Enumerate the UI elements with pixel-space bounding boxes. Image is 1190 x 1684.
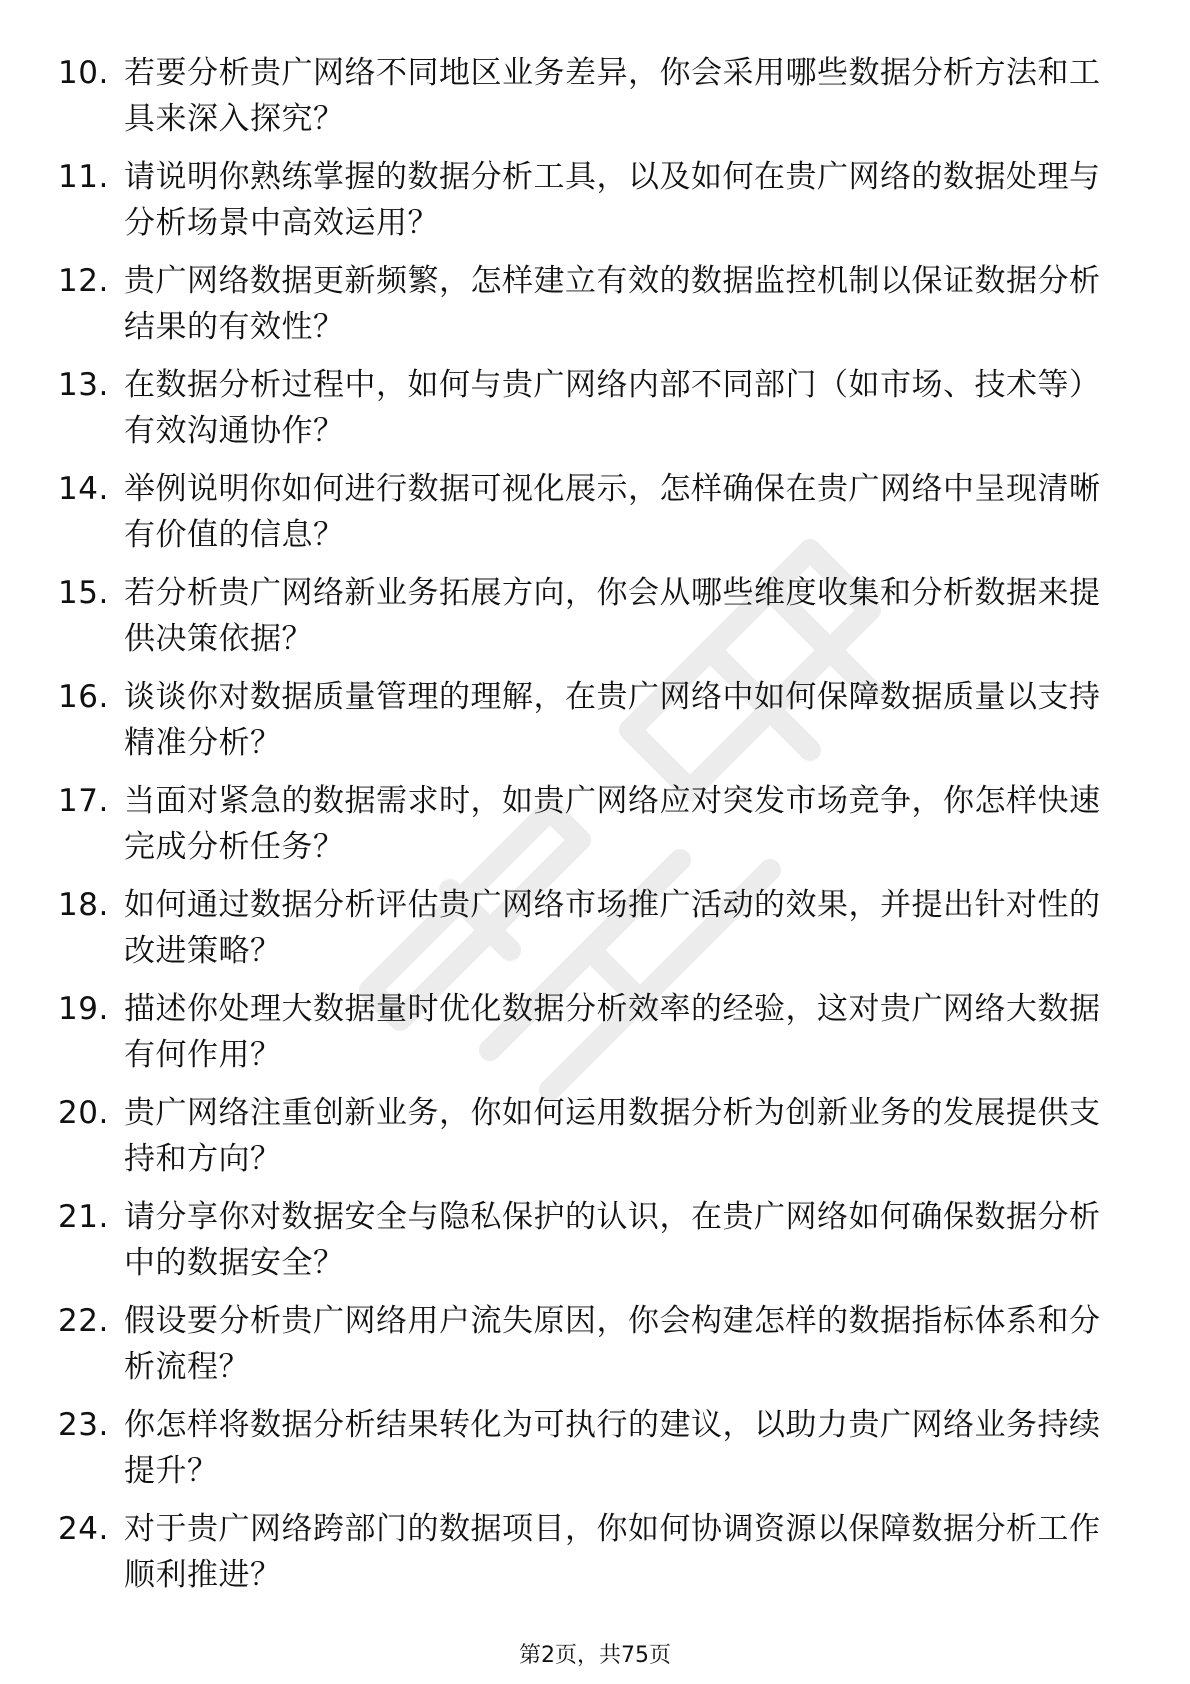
- question-text: 对于贵广网络跨部门的数据项目，你如何协调资源以保障数据分析工作顺利推进？: [124, 1511, 1101, 1593]
- question-number: 20.: [58, 1095, 109, 1131]
- question-text: 举例说明你如何进行数据可视化展示，怎样确保在贵广网络中呈现清晰有价值的信息？: [124, 471, 1101, 553]
- question-number: 19.: [58, 991, 109, 1027]
- page-number: 第2页，共75页: [519, 1643, 671, 1668]
- question-text: 贵广网络数据更新频繁，怎样建立有效的数据监控机制以保证数据分析结果的有效性？: [124, 263, 1101, 345]
- question-number: 17.: [58, 783, 109, 819]
- question-number: 16.: [58, 679, 109, 715]
- question-number: 11.: [58, 159, 109, 195]
- list-item: [58, 570, 1118, 674]
- question-text: 若要分析贵广网络不同地区业务差异，你会采用哪些数据分析方法和工具来深入探究？: [124, 55, 1101, 137]
- list-item: [58, 778, 1118, 882]
- question-text: 如何通过数据分析评估贵广网络市场推广活动的效果，并提出针对性的改进策略？: [124, 887, 1101, 969]
- question-text: 贵广网络注重创新业务，你如何运用数据分析为创新业务的发展提供支持和方向？: [124, 1095, 1101, 1177]
- question-list: [58, 50, 1118, 1610]
- question-number: 10.: [58, 55, 109, 91]
- question-text: 假设要分析贵广网络用户流失原因，你会构建怎样的数据指标体系和分析流程？: [124, 1303, 1101, 1385]
- question-text: 谈谈你对数据质量管理的理解，在贵广网络中如何保障数据质量以支持精准分析？: [124, 679, 1101, 761]
- list-item: [58, 882, 1118, 986]
- question-number: 22.: [58, 1303, 109, 1339]
- question-text: 你怎样将数据分析结果转化为可执行的建议，以助力贵广网络业务持续提升？: [124, 1407, 1101, 1489]
- question-number: 18.: [58, 887, 109, 923]
- list-item: [58, 154, 1118, 258]
- question-number: 24.: [58, 1511, 109, 1547]
- list-item: [58, 1402, 1118, 1506]
- question-text: 请分享你对数据安全与隐私保护的认识，在贵广网络如何确保数据分析中的数据安全？: [124, 1199, 1101, 1281]
- question-number: 13.: [58, 367, 109, 403]
- list-item: [58, 1194, 1118, 1298]
- list-item: [58, 258, 1118, 362]
- question-number: 14.: [58, 471, 109, 507]
- list-item: [58, 50, 1118, 154]
- list-item: [58, 466, 1118, 570]
- question-text: 当面对紧急的数据需求时，如贵广网络应对突发市场竞争，你怎样快速完成分析任务？: [124, 783, 1101, 865]
- list-item: [58, 674, 1118, 778]
- list-item: [58, 1298, 1118, 1402]
- question-number: 23.: [58, 1407, 109, 1443]
- list-item: [58, 1090, 1118, 1194]
- list-item: [58, 1506, 1118, 1610]
- list-item: [58, 362, 1118, 466]
- question-text: 在数据分析过程中，如何与贵广网络内部不同部门（如市场、技术等）有效沟通协作？: [124, 367, 1101, 449]
- question-number: 15.: [58, 575, 109, 611]
- question-text: 描述你处理大数据量时优化数据分析效率的经验，这对贵广网络大数据有何作用？: [124, 991, 1101, 1073]
- question-text: 若分析贵广网络新业务拓展方向，你会从哪些维度收集和分析数据来提供决策依据？: [124, 575, 1101, 657]
- question-text: 请说明你熟练掌握的数据分析工具，以及如何在贵广网络的数据处理与分析场景中高效运用？: [124, 159, 1101, 241]
- question-number: 21.: [58, 1199, 109, 1235]
- list-item: [58, 986, 1118, 1090]
- question-number: 12.: [58, 263, 109, 299]
